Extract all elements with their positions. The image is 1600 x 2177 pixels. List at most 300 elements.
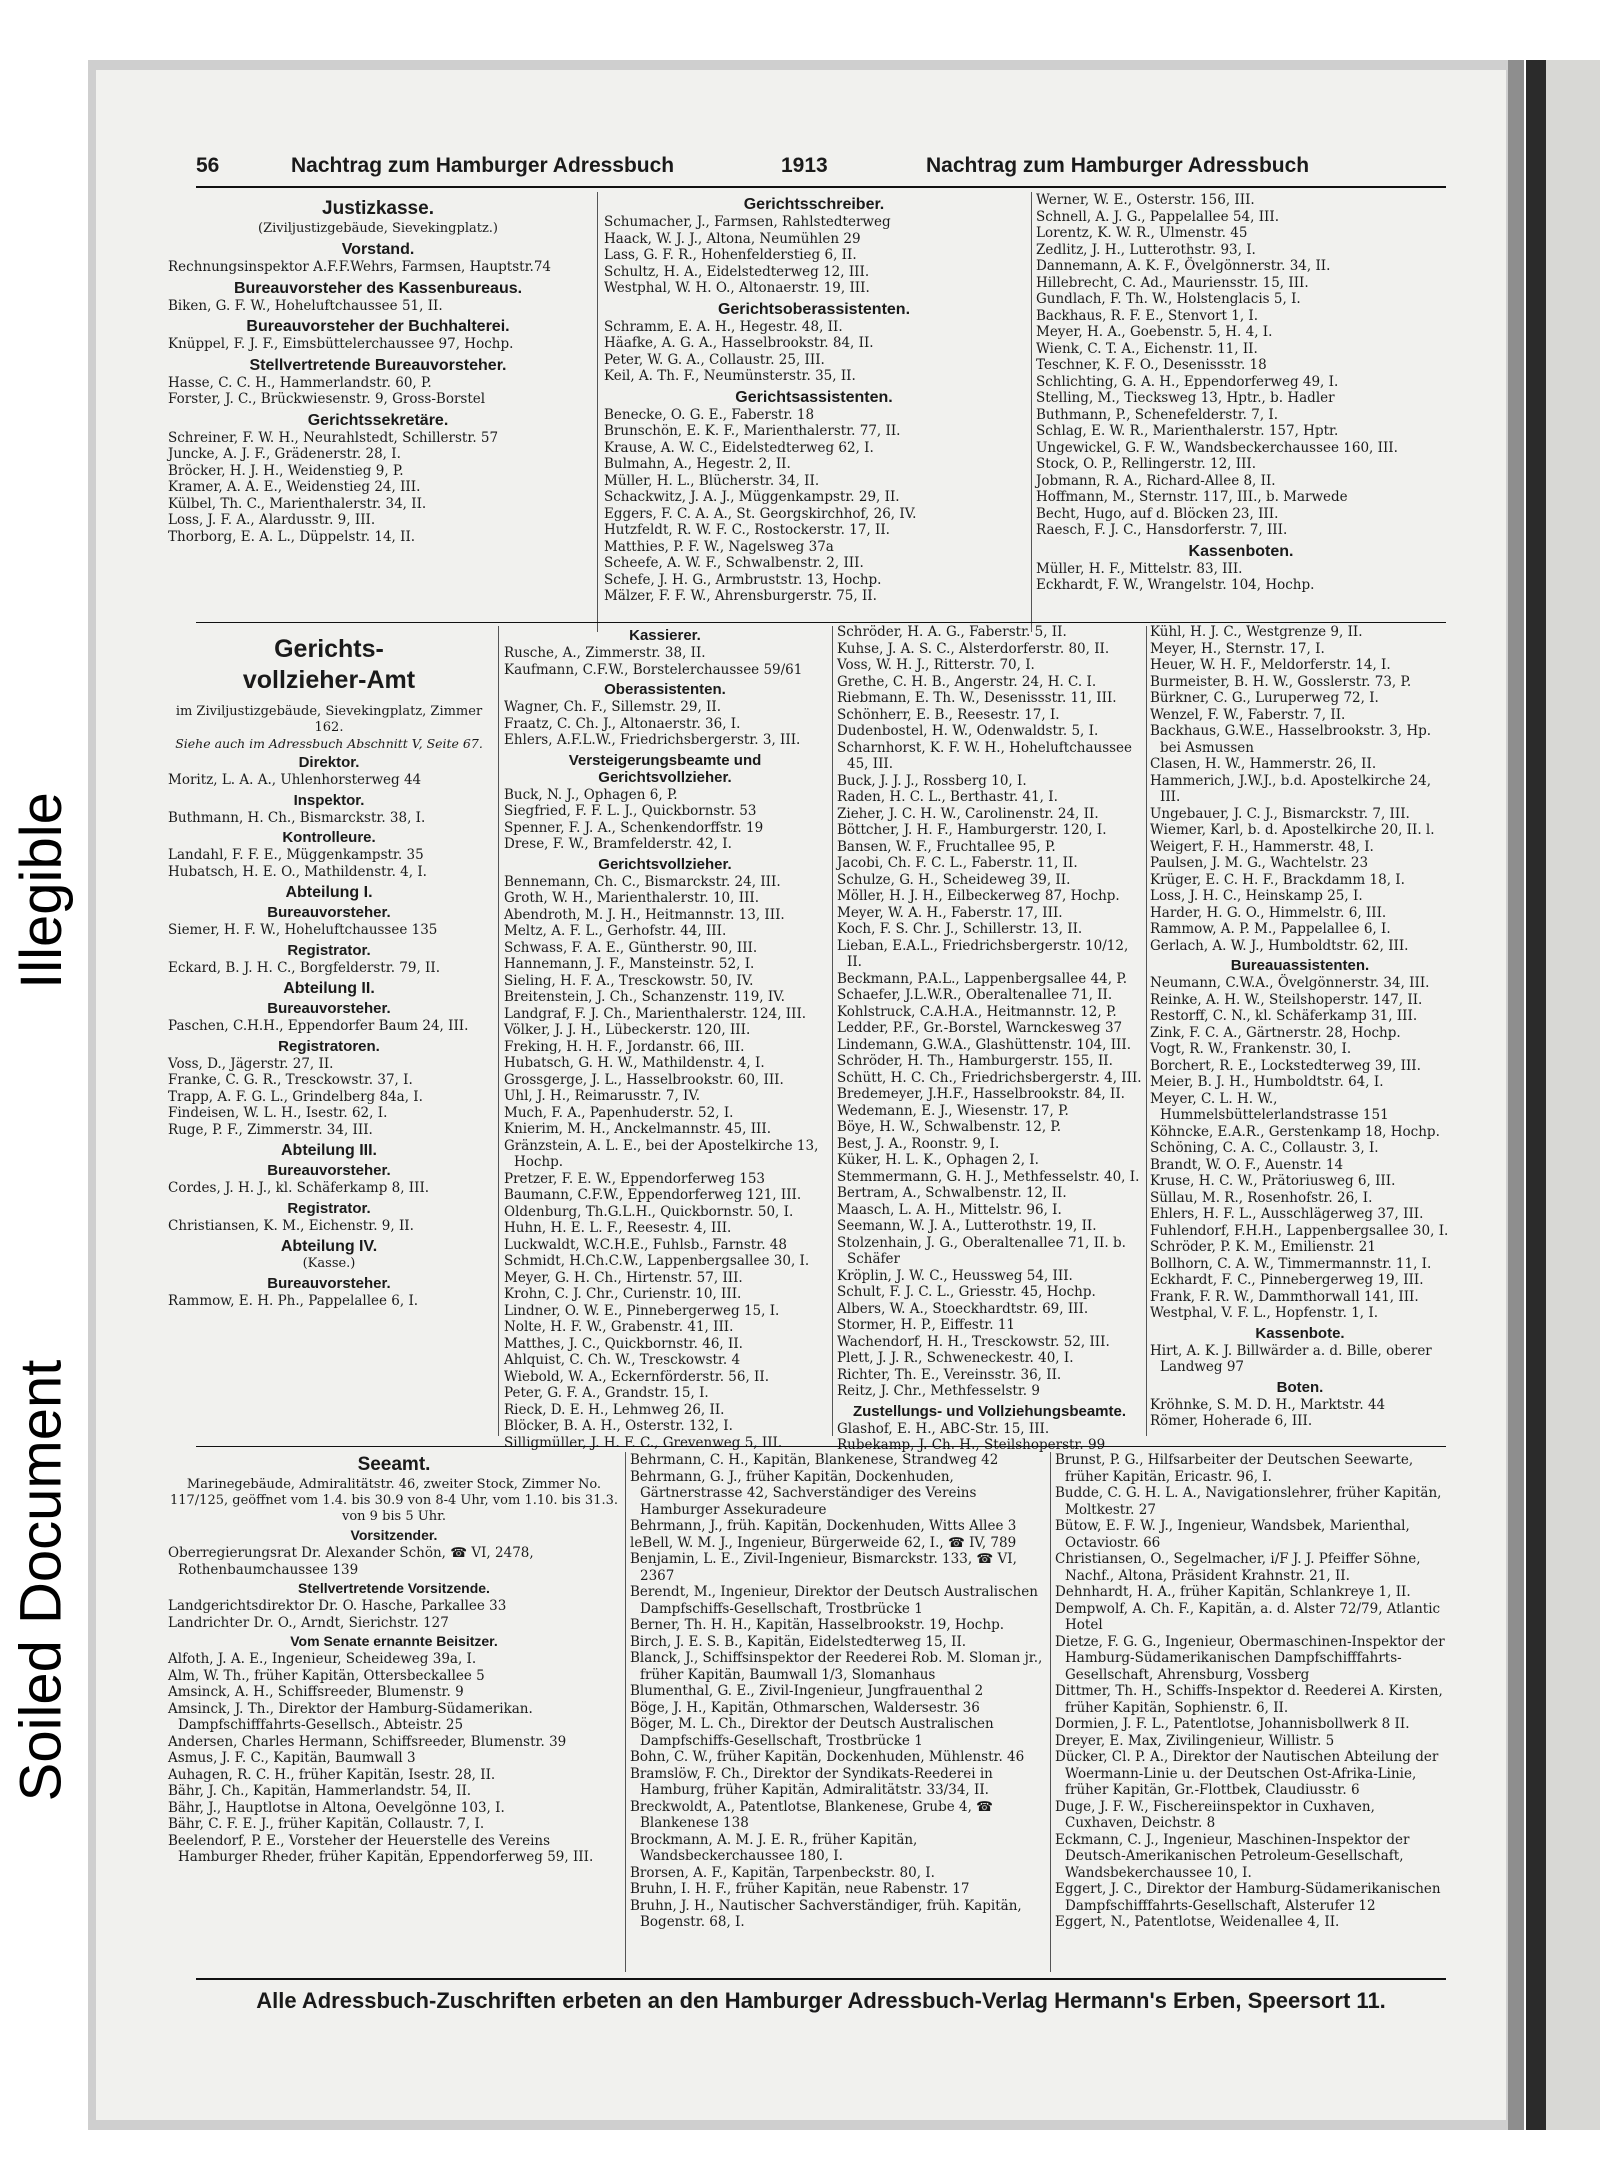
directory-entry: Wenzel, F. W., Faberstr. 7, II. — [1150, 706, 1346, 723]
directory-entry: Vogt, R. W., Frankenstr. 30, I. — [1150, 1041, 1352, 1057]
directory-entry: Dempwolf, A. Ch. F., Kapitän, a. d. Alster 72/79, Atlantic Hotel — [1055, 1600, 1441, 1633]
directory-entry: Teschner, K. F. O., Desenissstr. 18 — [1036, 357, 1267, 373]
directory-entry: Thorborg, E. A. L., Düppelstr. 14, II. — [168, 528, 416, 545]
directory-entry: Schmidt, H.Ch.C.W., Lappenbergsallee 30, I. — [504, 1253, 810, 1269]
directory-entry: Wiebold, W. A., Eckernförderstr. 56, II. — [504, 1368, 769, 1385]
directory-entry: Reinke, A. H. W., Steilshoperstr. 147, II. — [1150, 991, 1423, 1008]
directory-entry: Scheefe, A. W. F., Schwalbenstr. 2, III. — [604, 555, 864, 571]
directory-entry: Süllau, M. R., Rosenhofstr. 26, I. — [1150, 1189, 1373, 1206]
column-gerichtsvollzieher-amt — [168, 624, 490, 1444]
directory-entry: Külbel, Th. C., Marienthalerstr. 34, II. — [168, 495, 427, 512]
directory-entry: Rieck, D. E. H., Lehmweg 26, II. — [504, 1401, 725, 1418]
directory-entry: Budde, C. G. H. L. A., Navigationslehrer, früher Kapitän, Moltkestr. 27 — [1055, 1485, 1442, 1518]
directory-entry: Bruhn, J. H., Nautischer Sachverständiger, früh. Kapitän, Bogenstr. 68, I. — [630, 1897, 1022, 1930]
header-title-right: Nachtrag zum Hamburger Adressbuch — [926, 154, 1310, 177]
directory-entry: Knüppel, F. J. F., Eimsbüttelerchaussee 97, Hochp. — [168, 336, 514, 352]
directory-entry: Jacobi, Ch. F. C. L., Faberstr. 11, II. — [837, 855, 1078, 871]
column-divider — [625, 1452, 626, 1972]
directory-entry: Bröcker, H. J. H., Weidenstieg 9, P. — [168, 462, 404, 479]
directory-entry: Schefe, J. H. G., Armbruststr. 13, Hochp. — [604, 571, 882, 588]
directory-entry: Blumenthal, G. E., Zivil-Ingenieur, Jungfrauenthal 2 — [630, 1683, 984, 1699]
directory-entry: Schackwitz, J. A. J., Müggenkampstr. 29, II. — [604, 489, 900, 505]
directory-entry: Haack, W. J. J., Altona, Neumühlen 29 — [604, 230, 861, 247]
directory-entry: Voss, W. H. J., Ritterstr. 70, I. — [837, 657, 1035, 673]
directory-entry: Paschen, C.H.H., Eppendorfer Baum 24, III. — [168, 1018, 469, 1034]
directory-entry: Rusche, A., Zimmerstr. 38, II. — [504, 645, 706, 661]
directory-entry: Eckhardt, F. W., Wrangelstr. 104, Hochp. — [1036, 577, 1315, 593]
subheading: Vom Senate ernannte Beisitzer. — [290, 1633, 498, 1649]
directory-entry: Schumacher, J., Farmsen, Rahlstedterweg — [604, 214, 891, 230]
directory-entry: Bennemann, Ch. C., Bismarckstr. 24, III. — [504, 873, 781, 890]
directory-entry: Eggert, J. C., Direktor der Hamburg-Südamerikanischen Dampfschifffahrts-Gesellschaft, Alsterufer 12 — [1055, 1881, 1441, 1914]
directory-entry: Voss, D., Jägerstr. 27, II. — [168, 1055, 334, 1072]
directory-entry: Schröder, H. A. G., Faberstr. 5, II. — [837, 624, 1067, 640]
directory-entry: Schultz, H. A., Eidelstedterweg 12, III. — [604, 263, 870, 280]
directory-entry: Benjamin, L. E., Zivil-Ingenieur, Bismarckstr. 133, ☎ VI, 2367 — [630, 1551, 1017, 1584]
directory-entry: Buck, J. J. J., Rossberg 10, I. — [837, 772, 1027, 789]
column-beisitzer-c — [1055, 1452, 1451, 1972]
directory-entry: Schröder, H. Th., Hamburgerstr. 155, II. — [837, 1053, 1113, 1069]
directory-entry: Bähr, J., Hauptlotse in Altona, Oevelgönne 103, I. — [168, 1799, 505, 1816]
directory-entry: Much, F. A., Papenhuderstr. 52, I. — [504, 1104, 734, 1121]
directory-entry: Loss, J. H. C., Heinskamp 25, I. — [1150, 888, 1363, 904]
directory-entry: Beckmann, P.A.L., Lappenbergsallee 44, P. — [837, 970, 1127, 987]
column-beisitzer-b — [630, 1452, 1045, 1972]
directory-entry: Hammerich, J.W.J., b.d. Apostelkirche 24, III. — [1150, 772, 1432, 805]
section-title: Seeamt. — [357, 1454, 431, 1475]
directory-entry: Ehlers, A.F.L.W., Friedrichsbergerstr. 3, III. — [504, 732, 801, 748]
directory-entry: Landgraf, F. J. Ch., Marienthalerstr. 124, III. — [504, 1005, 807, 1022]
directory-entry: Bansen, W. F., Fruchtallee 95, P. — [837, 838, 1056, 855]
directory-entry: Hirt, A. K. J. Billwärder a. d. Bille, oberer Landweg 97 — [1150, 1342, 1432, 1375]
directory-entry: Birch, J. E. S. B., Kapitän, Eidelstedterweg 15, II. — [630, 1633, 967, 1650]
footer-notice: Alle Adressbuch-Zuschriften erbeten an den Hamburger Adressbuch-Verlag Hermann's Erben, Speersort 11. — [256, 1988, 1386, 2013]
directory-entry: Berner, Th. H. H., Kapitän, Hasselbrookstr. 19, Hochp. — [630, 1617, 1004, 1633]
directory-entry: Forster, J. C., Brückwiesenstr. 9, Gross-Borstel — [168, 391, 486, 407]
directory-entry: leBell, W. M. J., Ingenieur, Bürgerweide 62, I., ☎ IV, 789 — [630, 1534, 1017, 1551]
directory-entry: Zedlitz, J. H., Lutterothstr. 93, I. — [1036, 241, 1256, 258]
subheading: Registrator. — [287, 941, 371, 959]
directory-entry: Siemer, H. F. W., Hoheluftchaussee 135 — [168, 922, 438, 938]
directory-entry: Peter, W. G. A., Collaustr. 25, III. — [604, 351, 825, 368]
directory-entry: Schramm, E. A. H., Hegestr. 48, II. — [604, 318, 843, 335]
directory-entry: Stormer, H. P., Eiffestr. 11 — [837, 1317, 1016, 1333]
directory-entry: Heuer, W. H. F., Meldorferstr. 14, I. — [1150, 657, 1391, 673]
directory-entry: Knierim, M. H., Anckelmannstr. 45, III. — [504, 1121, 771, 1137]
section-rule — [196, 1446, 1446, 1447]
directory-entry: Stemmermann, G. H. J., Methfesselstr. 40, I. — [837, 1168, 1140, 1185]
directory-entry: Schlag, E. W. R., Marienthalerstr. 157, Hptr. — [1036, 423, 1339, 439]
directory-entry: Küker, H. L. K., Ophagen 2, I. — [837, 1152, 1039, 1168]
scan-shadow — [1508, 60, 1524, 2130]
directory-entry: Böger, M. L. Ch., Direktor der Deutsch Australischen Dampfschiffs-Gesellschaft, Trostbrücke 1 — [630, 1716, 994, 1749]
subheading: Registrator. — [287, 1199, 371, 1217]
column-divider — [1146, 626, 1147, 1436]
subheading: Boten. — [1276, 1378, 1324, 1396]
directory-entry: Groth, W. H., Marienthalerstr. 10, III. — [504, 890, 760, 906]
header-title-left: Nachtrag zum Hamburger Adressbuch — [291, 154, 675, 177]
directory-entry: Koch, F. S. Chr. J., Schillerstr. 13, II. — [837, 921, 1083, 937]
directory-entry: Auhagen, R. C. H., früher Kapitän, Isestr. 28, II. — [168, 1766, 496, 1783]
directory-entry: Weigert, F. H., Hammerstr. 48, I. — [1150, 838, 1374, 855]
section-heading: Abteilung II. — [283, 980, 375, 997]
subheading: Bureauassistenten. — [1230, 957, 1370, 974]
directory-entry: Beelendorf, P. E., Vorsteher der Heuerstelle des Vereins Hamburger Rheder, früher Kapitän, Eppendorferweg 59, III. — [168, 1832, 594, 1865]
directory-entry: Eggers, F. C. A. A., St. Georgskirchhof, 26, IV. — [604, 505, 917, 522]
section-heading: Abteilung I. — [285, 884, 373, 901]
directory-entry: Bütow, E. F. W. J., Ingenieur, Wandsbek, Marienthal, Octaviostr. 66 — [1055, 1518, 1410, 1551]
directory-entry: Findeisen, W. L. H., Isestr. 62, I. — [168, 1105, 388, 1121]
directory-entry: Blanck, J., Schiffsinspektor der Reederei Rob. M. Sloman jr., früher Kapitän, Baumwall 1/3, Slomanhaus — [630, 1650, 1043, 1683]
directory-entry: Hasse, C. C. H., Hammerlandstr. 60, P. — [168, 374, 432, 391]
directory-entry: Hannemann, J. F., Mansteinstr. 52, I. — [504, 956, 755, 972]
directory-entry: Schaefer, J.L.W.R., Oberaltenallee 71, II. — [837, 987, 1113, 1003]
subheading: Bureauvorsteher. — [267, 1162, 391, 1179]
directory-entry: Fraatz, C. Ch. J., Altonaerstr. 36, I. — [504, 715, 741, 732]
directory-entry: Hubatsch, H. E. O., Mathildenstr. 4, I. — [168, 863, 427, 880]
directory-entry: Behrmann, J., früh. Kapitän, Dockenhuden, Witts Allee 3 — [630, 1518, 1017, 1534]
directory-entry: Loss, J. F. A., Alardusstr. 9, III. — [168, 512, 376, 528]
column-personal-cont — [1036, 192, 1446, 632]
column-divider — [1050, 1452, 1051, 1972]
subheading: Bureauvorsteher. — [267, 1275, 391, 1292]
directory-entry: Schönherr, E. B., Reesestr. 17, I. — [837, 706, 1060, 723]
subheading: Bureauvorsteher. — [267, 1000, 391, 1017]
section-heading: Stellvertretende Bureauvorsteher. — [249, 356, 507, 374]
directory-entry: Hubatsch, G. H. W., Mathildenstr. 4, I. — [504, 1055, 765, 1071]
directory-entry: Brunst, P. G., Hilfsarbeiter der Deutschen Seewarte, früher Kapitän, Ericastr. 96, I. — [1055, 1452, 1414, 1485]
column-divider — [498, 626, 499, 1436]
directory-entry: Dormien, J. F. L., Patentlotse, Johannisbollwerk 8 II. — [1055, 1716, 1410, 1732]
directory-entry: Benecke, O. G. E., Faberstr. 18 — [604, 406, 815, 423]
directory-entry: Müller, H. L., Blücherstr. 34, II. — [604, 472, 820, 489]
directory-entry: Luckwaldt, W.C.H.E., Fuhlsb., Farnstr. 48 — [504, 1236, 787, 1253]
directory-entry: Baumann, C.F.W., Eppendorferweg 121, III. — [504, 1187, 802, 1203]
column-divider — [1031, 192, 1032, 632]
directory-entry: Borchert, R. E., Lockstedterweg 39, III. — [1150, 1057, 1421, 1074]
directory-entry: Lindemann, G.W.A., Glashüttenstr. 104, III. — [837, 1036, 1132, 1053]
subheading: Gerichtsvollzieher. — [598, 855, 732, 873]
directory-entry: Ruge, P. F., Zimmerstr. 34, III. — [168, 1121, 373, 1138]
directory-entry: Siegfried, F. F. L. J., Quickbornstr. 53 — [504, 803, 757, 819]
directory-entry: Zink, F. C. A., Gärtnerstr. 28, Hochp. — [1150, 1024, 1401, 1041]
directory-entry: Grossgerge, J. L., Hasselbrookstr. 60, III. — [504, 1071, 784, 1088]
directory-entry: Pretzer, F. E. W., Eppendorferweg 153 — [504, 1170, 766, 1187]
directory-entry: Nolte, H. F. W., Grabenstr. 41, III. — [504, 1319, 734, 1335]
directory-entry: Meyer, G. H. Ch., Hirtenstr. 57, III. — [504, 1269, 743, 1286]
directory-entry: Keil, A. Th. F., Neumünsterstr. 35, II. — [604, 368, 856, 384]
directory-entry: Dehnhardt, H. A., früher Kapitän, Schlankreye 1, II. — [1055, 1584, 1411, 1600]
subheading: Bureauvorsteher. — [267, 904, 391, 921]
directory-entry: Stolzenhain, J. G., Oberaltenallee 71, II. b. Schäfer — [837, 1234, 1126, 1267]
directory-entry: Bulmahn, A., Hegestr. 2, II. — [604, 456, 791, 472]
subheading: Stellvertretende Vorsitzende. — [298, 1580, 490, 1596]
directory-entry: Kaufmann, C.F.W., Borstelerchaussee 59/61 — [504, 661, 803, 678]
page-number: 56 — [196, 154, 220, 177]
directory-entry: Raesch, F. J. C., Hansdorferstr. 7, III. — [1036, 522, 1288, 538]
directory-entry: Gränzstein, A. L. E., bei der Apostelkirche 13, Hochp. — [504, 1137, 819, 1170]
section-rule — [196, 622, 1446, 623]
directory-entry: Wachendorf, H. H., Tresckowstr. 52, III. — [837, 1333, 1110, 1350]
directory-entry: Paulsen, J. M. G., Wachtelstr. 23 — [1150, 855, 1369, 871]
directory-entry: Breckwoldt, A., Patentlotse, Blankenese, Grube 4, ☎ Blankenese 138 — [630, 1798, 993, 1831]
directory-entry: Lieban, E.A.L., Friedrichsbergerstr. 10/12, II. — [837, 937, 1129, 970]
directory-entry: Asmus, J. F. C., Kapitän, Baumwall 3 — [168, 1750, 416, 1766]
directory-entry: Kühl, H. J. C., Westgrenze 9, II. — [1150, 624, 1363, 640]
directory-entry: Eckard, B. J. H. C., Borgfelderstr. 79, II. — [168, 959, 441, 976]
directory-entry: Wedemann, E. J., Wiesenstr. 17, P. — [837, 1102, 1069, 1119]
directory-entry: Meier, B. J. H., Humboldtstr. 64, I. — [1150, 1074, 1384, 1090]
directory-entry: Römer, Hoherade 6, III. — [1150, 1413, 1313, 1429]
directory-entry: Duge, J. F. W., Fischereiinspektor in Cuxhaven, Cuxhaven, Deichstr. 8 — [1055, 1798, 1375, 1831]
next-page-strip — [1546, 60, 1600, 2130]
header-year: 1913 — [781, 154, 828, 177]
directory-entry: Peter, G. F. A., Grandstr. 15, I. — [504, 1385, 709, 1401]
directory-entry: Kröplin, J. W. C., Heussweg 54, III. — [837, 1267, 1073, 1284]
section-heading: Bureauvorsteher des Kassenbureaus. — [233, 279, 523, 297]
directory-entry: Krause, A. W. C., Eidelstedterweg 62, I. — [604, 439, 874, 456]
directory-entry: Bruhn, I. H. F., früher Kapitän, neue Rabenstr. 17 — [630, 1881, 970, 1897]
directory-entry: Huhn, H. E. L. F., Reesestr. 4, III. — [504, 1220, 732, 1236]
subheading: Kontrolleure. — [282, 829, 376, 846]
directory-entry: Spenner, F. J. A., Schenkendorffstr. 19 — [504, 819, 764, 836]
section-heading: Gerichtsassistenten. — [735, 388, 893, 406]
directory-entry: Grethe, C. H. B., Angerstr. 24, H. C. I. — [837, 673, 1097, 690]
section-subtitle: Marinegebäude, Admiralitätstr. 46, zweiter Stock, Zimmer No. 117/125, geöffnet vom 1.4. bis 30.9 von 8-4 Uhr, vom 1.10. bis 31.3. von 9 bis 5 Uhr. — [169, 1477, 619, 1524]
directory-entry: Bramslöw, F. Ch., Direktor der Syndikats-Reederei in Hamburg, früher Kapitän, Admiralitätstr. 33/34, II. — [630, 1765, 993, 1798]
directory-entry: Maasch, L. A. H., Mittelstr. 96, I. — [837, 1201, 1062, 1218]
directory-entry: Seemann, W. J. A., Lutterothstr. 19, II. — [837, 1218, 1097, 1234]
directory-entry: Breitenstein, J. Ch., Schanzenstr. 119, IV. — [504, 989, 785, 1005]
directory-entry: Kröhnke, S. M. D. H., Marktstr. 44 — [1150, 1396, 1386, 1413]
directory-entry: Rechnungsinspektor A.F.F.Wehrs, Farmsen, Hauptstr.74 — [168, 259, 552, 275]
column-divider — [832, 626, 833, 1436]
directory-entry: Rammow, A. P. M., Pappelallee 6, I. — [1150, 921, 1391, 937]
directory-entry: Schöning, C. A. C., Collaustr. 3, I. — [1150, 1140, 1379, 1156]
directory-entry: Mälzer, F. F. W., Ahrensburgerstr. 75, II. — [604, 588, 877, 604]
directory-entry: Raden, H. C. L., Berthastr. 41, I. — [837, 789, 1058, 805]
soiled-document-label: Soiled Document — [8, 1359, 74, 1801]
directory-entry: Dietze, F. G. G., Ingenieur, Obermaschinen-Inspektor der Hamburg-Südamerikanischen Dampfschifffahrts-Gesellschaft, Ahrensburg, Vossberg — [1055, 1633, 1445, 1683]
directory-entry: Brunschön, E. K. F., Marienthalerstr. 77, II. — [604, 423, 901, 439]
directory-entry: Clasen, H. W., Hammerstr. 26, II. — [1150, 756, 1377, 772]
directory-entry: Dannemann, A. K. F., Övelgönnerstr. 34, II. — [1036, 258, 1331, 274]
directory-entry: Buthmann, H. Ch., Bismarckstr. 38, I. — [168, 809, 426, 826]
directory-entry: Meyer, C. L. H. W., Hummelsbüttelerlandstrasse 151 — [1150, 1090, 1389, 1123]
directory-entry: Backhaus, R. F. E., Stenvort 1, I. — [1036, 307, 1259, 324]
section-heading: Abteilung III. — [281, 1142, 377, 1159]
directory-entry: Völker, J. J. H., Lübeckerstr. 120, III. — [504, 1022, 751, 1038]
directory-entry: Bohn, C. W., früher Kapitän, Dockenhuden, Mühlenstr. 46 — [630, 1749, 1025, 1765]
directory-entry: Schütt, H. C. Ch., Friedrichsbergerstr. 4, III. — [837, 1069, 1142, 1086]
directory-entry: Wiemer, Karl, b. d. Apostelkirche 20, II. l. — [1150, 822, 1435, 838]
directory-entry: Jobmann, R. A., Richard-Allee 8, II. — [1036, 472, 1276, 489]
directory-entry: Restorff, C. N., kl. Schäferkamp 31, III. — [1150, 1008, 1418, 1024]
directory-entry: Westphal, V. F. L., Hopfenstr. 1, I. — [1150, 1305, 1378, 1321]
directory-entry: Matthes, J. C., Quickbornstr. 46, II. — [504, 1335, 743, 1352]
footer-rule — [196, 1978, 1446, 1980]
header-rule — [196, 186, 1446, 188]
directory-entry: Landrichter Dr. O., Arndt, Sierichstr. 127 — [168, 1614, 449, 1631]
directory-entry: Andersen, Charles Hermann, Schiffsreeder, Blumenstr. 39 — [168, 1733, 567, 1750]
directory-entry: Krohn, C. J. Chr., Curienstr. 10, III. — [504, 1286, 742, 1302]
directory-entry: Stock, O. P., Rellingerstr. 12, III. — [1036, 456, 1257, 472]
directory-entry: Kramer, A. A. E., Weidenstieg 24, III. — [168, 479, 421, 495]
directory-entry: Frank, F. R. W., Dammthorwall 141, III. — [1150, 1288, 1419, 1305]
section-heading: Vorstand. — [341, 241, 415, 258]
directory-entry: Dittmer, Th. H., Schiffs-Inspektor d. Reederei A. Kirsten, früher Kapitän, Sophienstr. 6, II. — [1055, 1683, 1443, 1716]
directory-entry: Bredemeyer, J.H.F., Hasselbrookstr. 84, II. — [837, 1086, 1125, 1102]
directory-entry: Oldenburg, Th.G.L.H., Quickbornstr. 50, I. — [504, 1203, 794, 1220]
column-seeamt — [168, 1452, 620, 1972]
office-title: Gerichts- vollzieher-Amt — [242, 635, 416, 694]
directory-entry: Müller, H. F., Mittelstr. 83, III. — [1036, 560, 1243, 577]
subheading: Vorsitzender. — [350, 1527, 438, 1543]
directory-entry: Eggert, N., Patentlotse, Weidenallee 4, II. — [1055, 1914, 1340, 1930]
directory-entry: Cordes, J. H. J., kl. Schäferkamp 8, III. — [168, 1180, 430, 1196]
directory-entry: Böye, H. W., Schwalbenstr. 12, P. — [837, 1119, 1062, 1135]
directory-entry: Alm, W. Th., früher Kapitän, Ottersbeckallee 5 — [168, 1667, 485, 1684]
directory-entry: Biken, G. F. W., Hoheluftchaussee 51, II. — [168, 297, 443, 314]
directory-entry: Ungebauer, J. C. J., Bismarckstr. 7, III. — [1150, 805, 1410, 822]
directory-entry: Schlichting, G. A. H., Eppendorferweg 49, I. — [1036, 373, 1339, 390]
directory-entry: Becht, Hugo, auf d. Blöcken 23, III. — [1036, 505, 1279, 522]
directory-entry: Bähr, J. Ch., Kapitän, Hammerlandstr. 54, II. — [168, 1783, 472, 1799]
section-heading: Gerichtssekretäre. — [307, 411, 449, 429]
directory-entry: Landahl, F. F. E., Müggenkampstr. 35 — [168, 847, 424, 863]
subheading: Zustellungs- und Vollziehungsbeamte. — [852, 1402, 1127, 1420]
directory-entry: Best, J. A., Roonstr. 9, I. — [837, 1135, 1000, 1152]
directory-entry: Rammow, E. H. Ph., Pappelallee 6, I. — [168, 1293, 419, 1309]
section-heading: Gerichtsoberassistenten. — [717, 300, 911, 318]
section-heading: Gerichtsschreiber. — [743, 196, 885, 213]
directory-entry: Scharnhorst, K. F. W. H., Hoheluftchaussee 45, III. — [837, 739, 1133, 772]
directory-entry: Trapp, A. F. G. L., Grindelberg 84a, I. — [168, 1088, 423, 1105]
illegible-label: Illegible — [8, 791, 74, 989]
directory-entry: Lindner, O. W. E., Pinnebergerweg 15, I. — [504, 1302, 780, 1319]
directory-entry: Riebmann, E. Th. W., Desenissstr. 11, III. — [837, 690, 1117, 706]
directory-entry: Werner, W. E., Osterstr. 156, III. — [1036, 192, 1255, 208]
subheading: Kassenbote. — [1255, 1324, 1345, 1342]
subheading: Inspektor. — [293, 791, 365, 809]
directory-entry: Juncke, A. J. F., Grädenerstr. 28, I. — [168, 446, 401, 462]
directory-entry: Brorsen, A. F., Kapitän, Tarpenbeckstr. 80, I. — [630, 1864, 935, 1881]
page-header — [196, 150, 1451, 184]
directory-entry: Backhaus, G.W.E., Hasselbrookstr. 3, Hp. bei Asmussen — [1150, 723, 1432, 756]
subheading: Kassierer. — [629, 627, 701, 644]
section-subtitle: (Ziviljustizgebäude, Sievekingplatz.) — [258, 221, 498, 236]
section-subtitle: (Kasse.) — [302, 1256, 356, 1271]
directory-entry: Krüger, E. C. H. F., Brackdamm 18, I. — [1150, 871, 1405, 888]
column-divider — [597, 192, 598, 632]
directory-entry: Amsinck, J. Th., Direktor der Hamburg-Südamerikan. Dampfschifffahrts-Gesellsch., Abteistr. 25 — [168, 1700, 533, 1733]
directory-entry: Ehlers, H. F. L., Ausschlägerweg 37, III. — [1150, 1206, 1424, 1222]
directory-entry: Christiansen, K. M., Eichenstr. 9, II. — [168, 1217, 414, 1234]
directory-entry: Häafke, A. G. A., Hasselbrookstr. 84, II. — [604, 335, 874, 351]
directory-entry: Matthies, P. F. W., Nagelsweg 37a — [604, 538, 834, 555]
subheading: Direktor. — [298, 754, 360, 771]
directory-entry: Hillebrecht, C. Ad., Mauriensstr. 15, III. — [1036, 274, 1309, 291]
directory-entry: Böge, J. H., Kapitän, Othmarschen, Waldersestr. 36 — [630, 1699, 980, 1716]
directory-entry: Stelling, M., Tiecksweg 13, Hptr., b. Hadler — [1036, 390, 1335, 406]
directory-entry: Möller, H. J. H., Eilbeckerweg 87, Hochp. — [837, 888, 1120, 904]
column-justizkasse — [168, 196, 588, 636]
directory-entry: Meyer, W. A. H., Faberstr. 17, III. — [837, 904, 1063, 921]
section-heading: Kassenboten. — [1188, 542, 1294, 560]
directory-entry: Schröder, P. K. M., Emilienstr. 21 — [1150, 1239, 1376, 1255]
column-gerichtsvollzieher-cont — [837, 624, 1142, 1453]
directory-entry: Schult, F. J. C. L., Griesstr. 45, Hochp. — [837, 1284, 1096, 1300]
column-bureauassistenten — [1150, 624, 1450, 1444]
directory-entry: Harder, H. G. O., Himmelstr. 6, III. — [1150, 904, 1387, 921]
directory-entry: Silligmüller, J. H. F. C., Grevenweg 5, III. — [504, 1434, 783, 1451]
directory-entry: Eckmann, C. J., Ingenieur, Maschinen-Inspektor der Deutsch-Amerikanischen Petroleum-Gesellschaft, Wandsbekerchaussee 10, I. — [1055, 1831, 1410, 1881]
directory-entry: Berendt, M., Ingenieur, Direktor der Deutsch Australischen Dampfschiffs-Gesellschaft, Trostbrücke 1 — [630, 1584, 1038, 1617]
directory-entry: Wienk, C. T. A., Eichenstr. 11, II. — [1036, 340, 1258, 357]
directory-entry: Christiansen, O., Segelmacher, i/F J. J. Pfeiffer Söhne, Nachf., Altona, Präsident Krahnstr. 21, II. — [1055, 1551, 1421, 1584]
directory-entry: Uhl, J. H., Reimarusstr. 7, IV. — [504, 1088, 701, 1104]
directory-entry: Hutzfeldt, R. W. F. C., Rostockerstr. 17, II. — [604, 522, 890, 538]
directory-entry: Landgerichtsdirektor Dr. O. Hasche, Parkallee 33 — [168, 1598, 507, 1614]
section-heading: Bureauvorsteher der Buchhalterei. — [246, 318, 510, 335]
directory-entry: Kuhse, J. A. S. C., Alsterdorferstr. 80, II. — [837, 640, 1110, 657]
directory-entry: Zieher, J. C. H. W., Carolinenstr. 24, II. — [837, 805, 1099, 822]
directory-entry: Plett, J. J. R., Schweneckestr. 40, I. — [837, 1350, 1074, 1366]
directory-entry: Böttcher, J. H. F., Hamburgerstr. 120, I. — [837, 822, 1107, 838]
directory-entry: Buthmann, P., Schenefelderstr. 7, I. — [1036, 406, 1279, 423]
directory-entry: Kohlstruck, C.A.H.A., Heitmannstr. 12, P. — [837, 1003, 1117, 1020]
directory-entry: Drese, F. W., Bramfelderstr. 42, I. — [504, 836, 732, 852]
directory-entry: Burmeister, B. H. W., Gosslerstr. 73, P. — [1150, 673, 1412, 690]
directory-entry: Dreyer, E. Max, Zivilingenieur, Willistr. 5 — [1055, 1732, 1335, 1749]
directory-entry: Gerlach, A. W. J., Humboldtstr. 62, III. — [1150, 937, 1409, 954]
directory-entry: Schreiner, F. W. H., Neurahlstedt, Schillerstr. 57 — [168, 429, 499, 446]
cross-reference-note: Siehe auch im Adressbuch Abschnitt V, Seite 67. — [175, 736, 483, 751]
column-kassierer — [504, 624, 826, 1451]
directory-entry: Franke, C. G. R., Tresckowstr. 37, I. — [168, 1072, 413, 1088]
column-gerichtsschreiber — [604, 192, 1024, 632]
directory-entry: Bertram, A., Schwalbenstr. 12, II. — [837, 1185, 1067, 1201]
directory-entry: Kruse, H. C. W., Prätoriusweg 6, III. — [1150, 1173, 1396, 1189]
directory-entry: Lass, G. F. R., Hohenfelderstieg 6, II. — [604, 247, 857, 263]
subheading: Registratoren. — [278, 1037, 380, 1055]
directory-entry: Glashof, E. H., ABC-Str. 15, III. — [837, 1420, 1050, 1437]
directory-entry: Eckhardt, F. C., Pinnebergerweg 19, III. — [1150, 1272, 1424, 1288]
subheading: Versteigerungsbeamte und Gerichtsvollzieher. — [568, 751, 762, 786]
directory-entry: Oberregierungsrat Dr. Alexander Schön, ☎ VI, 2478, Rothenbaumchaussee 139 — [168, 1545, 534, 1578]
directory-entry: Ahlquist, C. Ch. W., Tresckowstr. 4 — [504, 1352, 741, 1368]
directory-entry: Dudenbostel, H. W., Odenwaldstr. 5, I. — [837, 723, 1099, 739]
directory-entry: Schwass, F. A. E., Güntherstr. 90, III. — [504, 939, 758, 956]
directory-entry: Amsinck, A. H., Schiffsreeder, Blumenstr. 9 — [168, 1684, 464, 1700]
directory-entry: Gundlach, F. Th. W., Holstenglacis 5, I. — [1036, 291, 1301, 307]
directory-entry: Meltz, A. F. L., Gerhofstr. 44, III. — [504, 923, 727, 939]
section-heading: Abteilung IV. — [280, 1238, 378, 1255]
directory-entry: Bollhorn, C. A. W., Timmermannstr. 11, I. — [1150, 1255, 1432, 1272]
directory-entry: Behrmann, G. J., früher Kapitän, Dockenhuden, Gärtnerstrasse 42, Sachverständiger des Vereins Hamburger Assekuradeure — [630, 1468, 977, 1518]
directory-entry: Alfoth, J. A. E., Ingenieur, Scheideweg 39a, I. — [168, 1651, 477, 1667]
directory-entry: Blöcker, B. A. H., Osterstr. 132, I. — [504, 1418, 733, 1434]
directory-entry: Abendroth, M. J. H., Heitmannstr. 13, III. — [504, 906, 785, 923]
directory-entry: Bürkner, C. G., Luruperweg 72, I. — [1150, 690, 1379, 706]
directory-entry: Rubekamp, J. Ch. H., Steilshoperstr. 99 — [837, 1437, 1106, 1453]
section-title: Justizkasse. — [322, 198, 434, 219]
directory-entry: Westphal, W. H. O., Altonaerstr. 19, III. — [604, 280, 870, 296]
directory-entry: Bähr, C. F. E. J., früher Kapitän, Collaustr. 7, I. — [168, 1816, 485, 1832]
directory-entry: Brockmann, A. M. J. E. R., früher Kapitän, Wandsbeckerchaussee 180, I. — [630, 1831, 918, 1864]
directory-entry: Behrmann, C. H., Kapitän, Blankenese, Strandweg 42 — [630, 1452, 999, 1468]
directory-entry: Freking, H. H. F., Jordanstr. 66, III. — [504, 1038, 745, 1055]
